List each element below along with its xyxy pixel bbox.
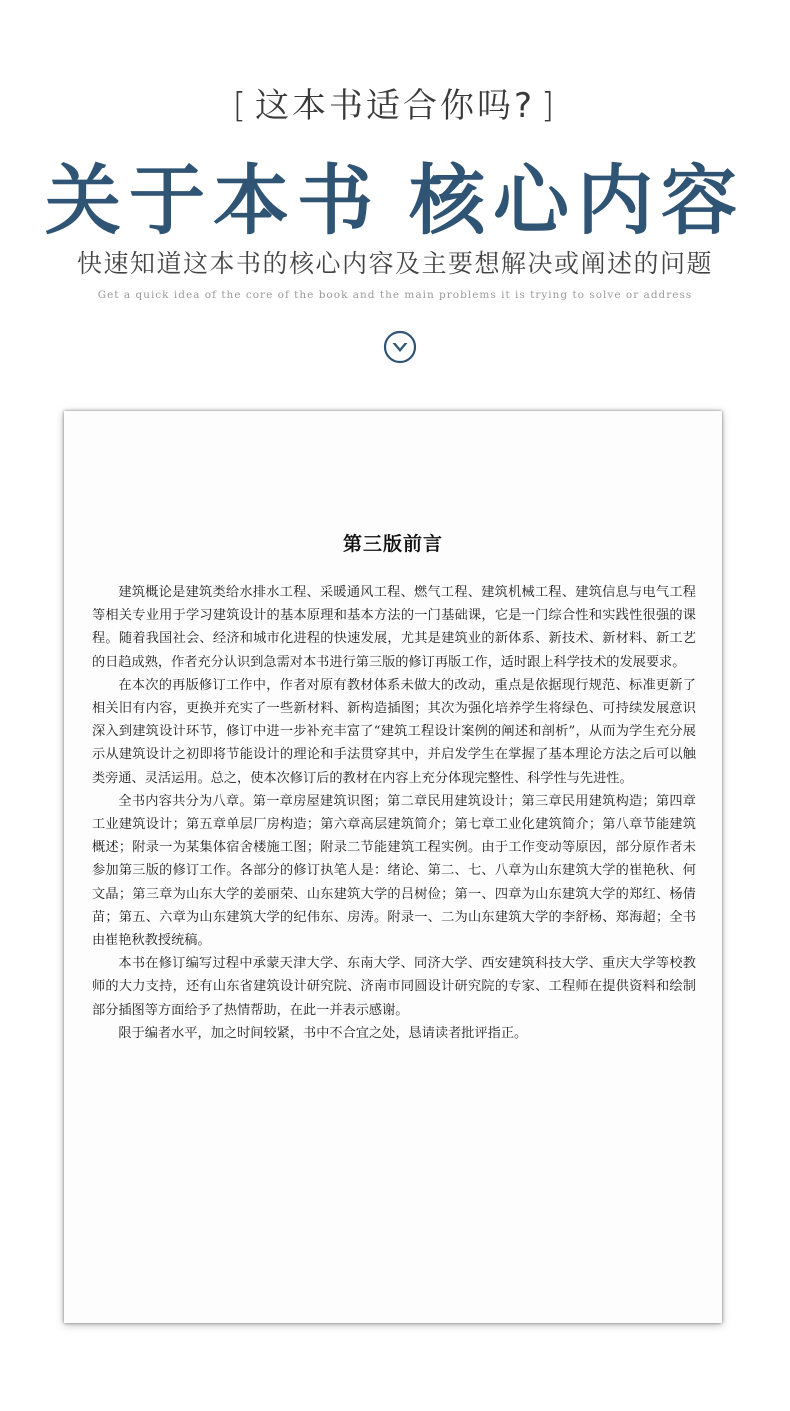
preface-paragraph: 限于编者水平，加之时间较紧，书中不合宜之处，恳请读者批评指正。: [118, 1025, 528, 1041]
tag-question: 这本书适合你吗?: [254, 86, 536, 126]
intro-header: [0, 0, 790, 400]
subtitle-english: Get a quick idea of the core of the book and the main problems it is trying to solve or address: [97, 289, 693, 301]
page-title: 第三版前言: [342, 533, 443, 555]
book-page-scan: [64, 411, 722, 1323]
title-about-book: 关于本书: [45, 156, 381, 245]
tag-line: [0, 78, 790, 127]
subtitle-chinese: 快速知道这本书的核心内容及主要想解决或阐述的问题: [76, 249, 713, 278]
preface-paragraph: 本书在修订编写过程中承蒙天津大学、东南大学、同济大学、西安建筑科技大学、重庆大学等校教师的大力支持，还有山东省建筑设计研究院、济南市同圆设计研究院的专家、工程师在提供资料和绘制部分插图等方面给予了热情帮助，在此一并表示感谢。: [92, 956, 696, 1018]
chevron-down-circle-icon: [383, 330, 417, 364]
preface-paragraph: 建筑概论是建筑类给水排水工程、采暖通风工程、燃气工程、建筑机械工程、建筑信息与电气工程等相关专业用于学习建筑设计的基本原理和基本方法的一门基础课，它是一门综合性和实践性很强的课程。随着我国社会、经济和城市化进程的快速发展，尤其是建筑业的新体系、新技术、新材料、新工艺的日趋成熟，作者充分认识到急需对本书进行第三版的修订再版工作，适时跟上科学技术的发展要求。: [92, 585, 696, 670]
preface-body: [92, 581, 696, 1045]
main-title: [0, 140, 790, 249]
preface-paragraph: 在本次的再版修订工作中，作者对原有教材体系未做大的改动，重点是依据现行规范、标准更新了相关旧有内容，更换并充实了一些新材料、新构造插图；其次为强化培养学生将绿色、可持续发展意识深入到建筑设计环节，修订中进一步补充丰富了“建筑工程设计案例的阐述和剖析”，从而为学生充分展示从建筑设计之初即将节能设计的理论和手法贯穿其中，并启发学生在掌握了基本理论方法之后可以触类旁通、灵活运用。总之，使本次修订后的教材在内容上充分体现完整性、科学性与先进性。: [92, 677, 696, 786]
tag-close-bracket: ]: [541, 86, 558, 126]
tag-open-bracket: [: [232, 86, 249, 126]
preface-paragraph: 全书内容共分为八章。第一章房屋建筑识图；第二章民用建筑设计；第三章民用建筑构造；第四章工业建筑设计；第五章单层厂房构造；第六章高层建筑简介；第七章工业化建筑简介；第八章节能建筑概述；附录一为某集体宿舍楼施工图；附录二节能建筑工程实例。由于工作变动等原因，部分原作者未参加第三版的修订工作。各部分的修订执笔人是：绪论、第二、七、八章为山东建筑大学的崔艳秋、何文晶；第三章为山东大学的姜丽荣、山东建筑大学的吕树俭；第一、四章为山东建筑大学的郑红、杨倩苗；第五、六章为山东建筑大学的纪伟东、房涛。附录一、二为山东建筑大学的李舒杨、郑海超；全书由崔艳秋教授统稿。: [92, 793, 696, 949]
title-core-content: 核心内容: [409, 156, 745, 245]
